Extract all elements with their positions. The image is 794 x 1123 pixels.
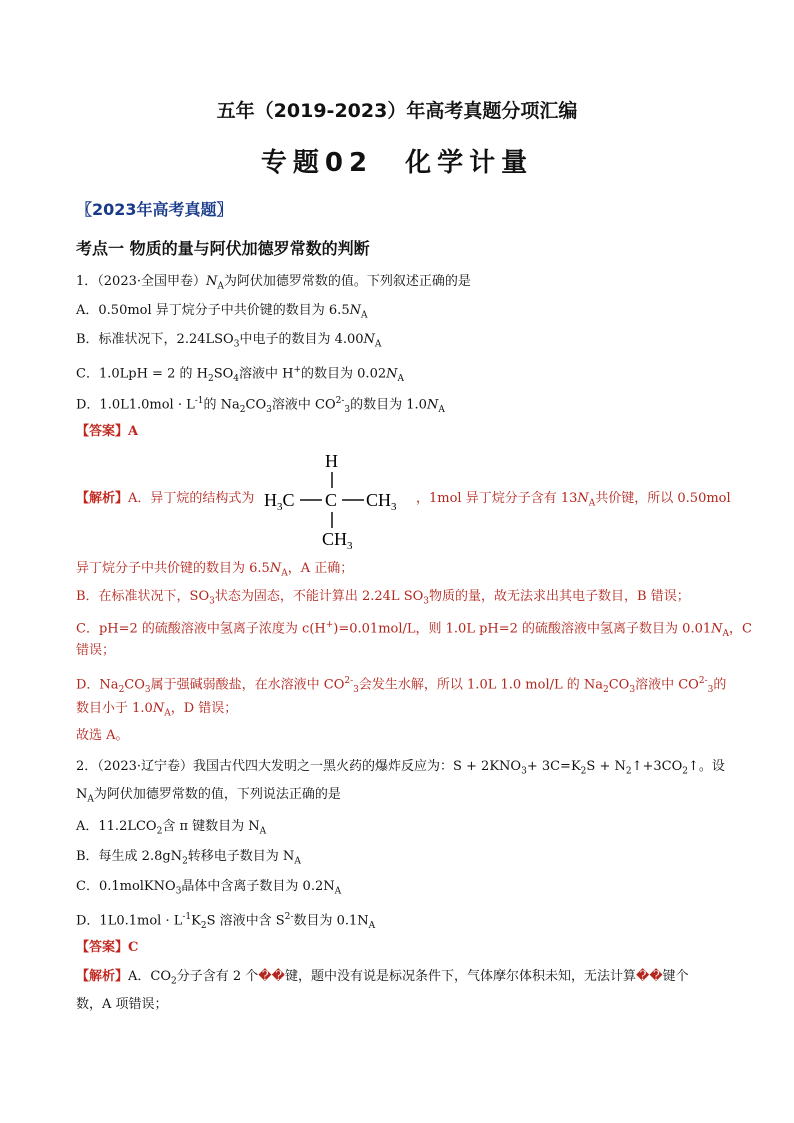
- q2-option-a: A．$11.2LCO_2$含 π 键数目为 $N_A$: [76, 819, 267, 837]
- q2-option-d: D．$1L0.1mol \cdot L^{-1}K_2S$ 溶液中含 $S^{2-}$数目为 $0.1N_A$: [76, 912, 376, 931]
- topic-heading: 考点一 物质的量与阿伏加德罗常数的判断: [76, 239, 370, 258]
- q2-analysis: 【解析】A．$CO_2$分子含有 2 个��键，题中没有说是标况条件下，气体摩尔体积未知，无法计算��键个: [76, 969, 689, 987]
- q2-analysis-cont: 数，A 项错误；: [76, 997, 168, 1012]
- q1-analysis-line-1b: ，1mol 异丁烷分子含有 $13N_A$共价键，所以 0.50mol: [416, 491, 731, 509]
- q1-analysis-c: C．pH=2 的硫酸溶液中氢离子浓度为 c(H+)=0.01mol/L，则 1.0L pH=2 的硫酸溶液中氢离子数目为 $0.01N_A$，C: [76, 620, 752, 639]
- structure-left-group: $H_3C$: [264, 490, 295, 513]
- structure-top-h: H: [325, 451, 338, 471]
- q1-conclusion: 故选 A。: [76, 728, 129, 743]
- q2-stem: 2．（2023·辽宁卷）我国古代四大发明之一黑火药的爆炸反应为：$S + 2KNO_3+ 3C=K_2S$ + $N_2↑+3CO_2↑$。设: [76, 759, 725, 777]
- q1-option-d: D．$1.0L1.0mol \cdot L^{-1}$的 $Na_2CO_3$溶液中 $CO^{2-}_3$的数目为 $1.0N_A$: [76, 396, 445, 415]
- q2-stem-cont: $N_A$为阿伏加德罗常数的值，下列说法正确的是: [76, 787, 341, 805]
- section-heading: 〖2023年高考真题〗: [76, 200, 233, 219]
- structure-center-c: C: [325, 490, 338, 510]
- q1-option-b: B．标准状况下，$2.24LSO_3$中电子的数目为 $4.00N_A$: [76, 332, 382, 350]
- isobutane-structure-diagram: [262, 450, 412, 550]
- q2-option-b: B．每生成 $2.8gN_2$转移电子数目为 $N_A$: [76, 849, 301, 867]
- q1-stem: 1．（2023·全国甲卷）$N_A$为阿伏加德罗常数的值。下列叙述正确的是: [76, 274, 471, 292]
- q1-analysis-line-2: 异丁烷分子中共价键的数目为 $6.5N_A$，A 正确；: [76, 561, 354, 579]
- q1-option-c: C．1.0LpH = 2 的 $H_2SO_4$溶液中 H+的数目为 $0.02N_A$: [76, 365, 404, 384]
- q1-analysis-label-line: 【解析】A．异丁烷的结构式为: [76, 491, 255, 506]
- structure-bottom-group: $CH_3$: [322, 529, 353, 550]
- q2-option-c: C．0.1molKNO$_3$晶体中含离子数目为 $0.2N_A$: [76, 879, 342, 897]
- q1-analysis-c-cont: 错误；: [76, 643, 116, 658]
- q1-analysis-d-cont: 数目小于 $1.0N_A$，D 错误；: [76, 701, 238, 719]
- document-subtitle: 专题02 化学计量: [260, 148, 534, 178]
- q1-option-a: A．0.50mol 异丁烷分子中共价键的数目为 $6.5N_A$: [76, 303, 368, 321]
- document-title: 五年（2019-2023）年高考真题分项汇编: [216, 100, 578, 122]
- structure-right-group: $CH_3$: [366, 490, 397, 513]
- q1-analysis-d: D．$Na_2CO_3$属于强碱弱酸盐，在水溶液中 $CO^{2-}_3$会发生水解，所以 1.0L 1.0 mol/L 的 $Na_2CO_3$溶液中 $CO^{2-}_3$的: [76, 676, 727, 695]
- q2-answer: 【答案】C: [76, 940, 139, 955]
- q1-answer: 【答案】A: [76, 424, 139, 439]
- q1-analysis-b: B．在标准状况下，$SO_3$状态为固态，不能计算出 2.24L $SO_3$物质的量，故无法求出其电子数目，B 错误；: [76, 589, 690, 607]
